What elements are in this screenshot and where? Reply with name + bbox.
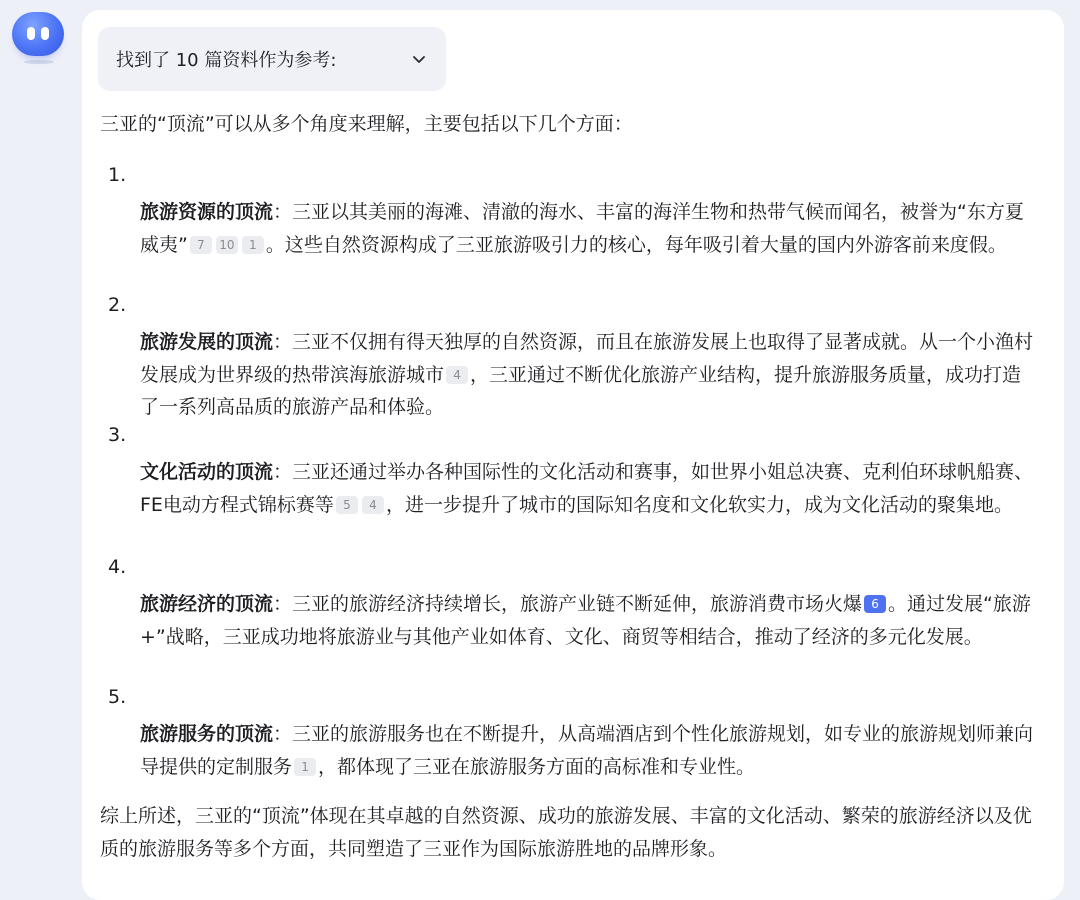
avatar-right-eye bbox=[41, 27, 49, 40]
list-number: 5. bbox=[108, 686, 127, 708]
item-text: 三亚以其美丽的海滩、清澈的海水、丰富的海洋生物和热带气候而闻名，被誉为“东方夏威夷” bbox=[140, 201, 1024, 256]
summary-paragraph: 综上所述，三亚的“顶流”体现在其卓越的自然资源、成功的旅游发展、丰富的文化活动、繁荣的旅游经济以及优质的旅游服务等多个方面，共同塑造了三亚作为国际旅游胜地的品牌形象。 bbox=[100, 805, 1032, 860]
list-number: 2. bbox=[108, 294, 127, 316]
citation-badge[interactable]: 10 bbox=[216, 236, 238, 254]
list-item-tourism-development bbox=[140, 326, 1040, 424]
item-colon: ： bbox=[273, 723, 293, 745]
citation-badge-active[interactable]: 6 bbox=[864, 595, 886, 613]
item-title: 旅游资源的顶流 bbox=[140, 201, 274, 223]
list-number: 4. bbox=[108, 556, 127, 578]
item-colon: ： bbox=[273, 331, 293, 353]
assistant-avatar bbox=[12, 12, 64, 56]
citation-badge[interactable]: 4 bbox=[362, 496, 384, 514]
item-text: ，都体现了三亚在旅游服务方面的高标准和专业性。 bbox=[318, 755, 756, 778]
item-text: ，进一步提升了城市的国际知名度和文化软实力，成为文化活动的聚集地。 bbox=[385, 493, 1013, 516]
item-text: 。通过发展“旅游+”战略，三亚成功地将旅游业与其他产业如体育、文化、商贸等相结合，推动了经济的多元化发展。 bbox=[140, 593, 1031, 648]
item-text: 三亚还通过举办各种国际性的文化活动和赛事，如世界小姐总决赛、克利伯环球帆船赛、FE电动方程式锦标赛等 bbox=[140, 461, 1034, 516]
item-text: 。这些自然资源构成了三亚旅游吸引力的核心，每年吸引着大量的国内外游客前来度假。 bbox=[265, 233, 1007, 256]
item-colon: ： bbox=[273, 201, 293, 223]
avatar-left-eye bbox=[27, 27, 35, 40]
list-number: 1. bbox=[108, 164, 127, 186]
list-item-cultural-events bbox=[140, 456, 1040, 521]
citation-badge[interactable]: 1 bbox=[242, 236, 264, 254]
citation-badge[interactable]: 4 bbox=[446, 366, 468, 384]
assistant-message-card bbox=[82, 10, 1064, 900]
item-title: 旅游经济的顶流 bbox=[140, 593, 274, 615]
list-item-tourism-service bbox=[140, 718, 1040, 783]
citation-badge[interactable]: 7 bbox=[190, 236, 212, 254]
list-item-tourism-economy bbox=[140, 588, 1040, 653]
citation-badge[interactable]: 1 bbox=[294, 758, 316, 776]
list-item-tourism-resources bbox=[140, 196, 1040, 261]
list-number: 3. bbox=[108, 424, 127, 446]
item-colon: ： bbox=[273, 593, 293, 615]
item-title: 文化活动的顶流 bbox=[140, 461, 274, 483]
references-toggle[interactable] bbox=[98, 27, 446, 91]
item-text: 三亚不仅拥有得天独厚的自然资源，而且在旅游发展上也取得了显著成就。从一个小渔村发展成为世界级的热带滨海旅游城市 bbox=[140, 331, 1034, 386]
item-text: 三亚的旅游经济持续增长，旅游产业链不断延伸，旅游消费市场火爆 bbox=[292, 593, 863, 615]
item-text: ，三亚通过不断优化旅游产业结构，提升旅游服务质量，成功打造了一系列高品质的旅游产品和体验。 bbox=[140, 363, 1022, 418]
item-title: 旅游服务的顶流 bbox=[140, 723, 274, 745]
citation-badge[interactable]: 5 bbox=[336, 496, 358, 514]
item-text: 三亚的旅游服务也在不断提升，从高端酒店到个性化旅游规划，如专业的旅游规划师兼向导提供的定制服务 bbox=[140, 723, 1034, 778]
item-title: 旅游发展的顶流 bbox=[140, 331, 274, 353]
intro-paragraph: 三亚的“顶流”可以从多个角度来理解，主要包括以下几个方面： bbox=[100, 113, 633, 135]
avatar-shadow bbox=[24, 60, 54, 64]
chevron-down-icon bbox=[410, 50, 428, 68]
references-label: 找到了 10 篇资料作为参考: bbox=[116, 50, 337, 71]
item-colon: ： bbox=[273, 461, 293, 483]
